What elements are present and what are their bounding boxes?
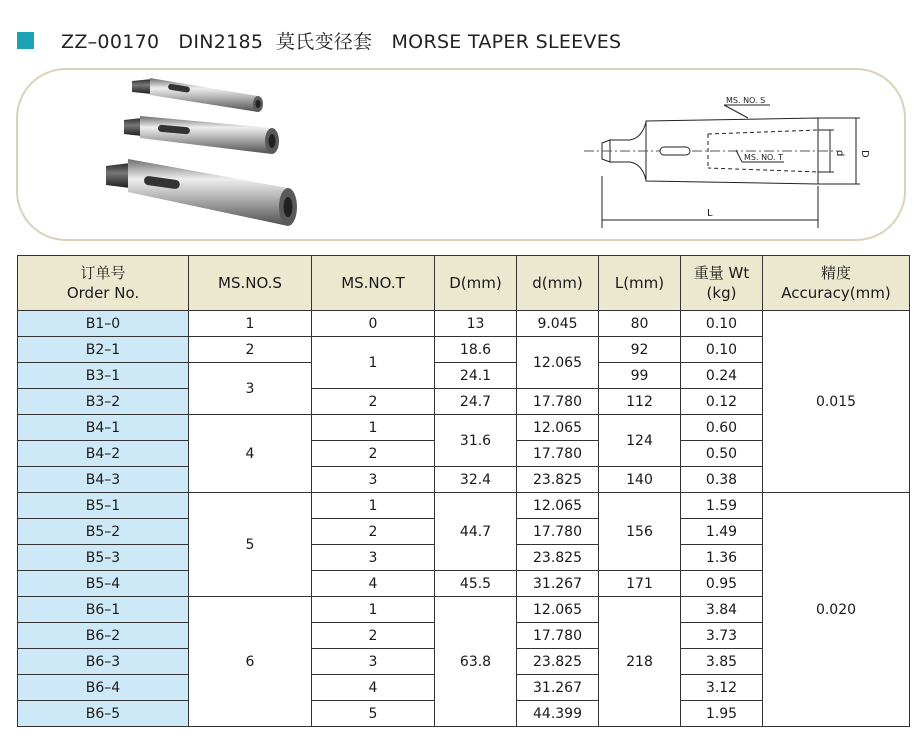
D-cell: 13	[435, 311, 517, 337]
D-cell: 18.6	[435, 337, 517, 363]
technical-drawing	[584, 105, 860, 228]
ms-t-cell: 2	[312, 623, 435, 649]
D-cell: 32.4	[435, 467, 517, 493]
order-no-cell: B4–3	[18, 467, 189, 493]
d-cell: 17.780	[517, 623, 599, 649]
ms-t-label: MS. NO. T	[744, 153, 783, 162]
D-cell: 45.5	[435, 571, 517, 597]
d-cell: 23.825	[517, 545, 599, 571]
weight-cell: 0.95	[681, 571, 763, 597]
table-row	[18, 493, 910, 519]
D-cell: 24.7	[435, 389, 517, 415]
header-d: d(mm)	[517, 256, 599, 311]
L-cell: 99	[599, 363, 681, 389]
sleeve-small-icon	[132, 78, 263, 112]
weight-cell: 3.85	[681, 649, 763, 675]
L-cell: 112	[599, 389, 681, 415]
order-no-cell: B5–4	[18, 571, 189, 597]
weight-cell: 3.12	[681, 675, 763, 701]
ms-t-cell: 2	[312, 519, 435, 545]
weight-cell: 0.12	[681, 389, 763, 415]
order-no-cell: B6–4	[18, 675, 189, 701]
D-cell: 44.7	[435, 493, 517, 571]
ms-s-cell: 4	[189, 415, 312, 493]
header-ms-t: MS.NO.T	[312, 256, 435, 311]
ms-t-cell: 3	[312, 467, 435, 493]
table-header-row	[18, 256, 910, 311]
L-cell: 156	[599, 493, 681, 571]
d-cell: 12.065	[517, 597, 599, 623]
ms-t-cell: 1	[312, 493, 435, 519]
weight-cell: 0.38	[681, 467, 763, 493]
weight-cell: 0.50	[681, 441, 763, 467]
ms-t-cell: 2	[312, 389, 435, 415]
weight-cell: 3.73	[681, 623, 763, 649]
sleeve-medium-icon	[124, 116, 279, 154]
d-cell: 23.825	[517, 649, 599, 675]
header-D: D(mm)	[435, 256, 517, 311]
ms-t-cell: 1	[312, 597, 435, 623]
ms-s-cell: 3	[189, 363, 312, 415]
weight-cell: 1.36	[681, 545, 763, 571]
order-no-cell: B4–2	[18, 441, 189, 467]
order-no-cell: B3–2	[18, 389, 189, 415]
order-no-cell: B5–3	[18, 545, 189, 571]
title-square-icon	[17, 32, 34, 49]
order-no-cell: B1–0	[18, 311, 189, 337]
weight-cell: 0.24	[681, 363, 763, 389]
ms-t-cell: 3	[312, 649, 435, 675]
order-no-cell: B5–2	[18, 519, 189, 545]
d-cell: 31.267	[517, 571, 599, 597]
d-cell: 23.825	[517, 467, 599, 493]
ms-t-cell: 1	[312, 337, 435, 389]
L-cell: 171	[599, 571, 681, 597]
d-cell: 31.267	[517, 675, 599, 701]
weight-cell: 1.59	[681, 493, 763, 519]
order-no-cell: B6–2	[18, 623, 189, 649]
d-cell: 17.780	[517, 519, 599, 545]
order-no-cell: B3–1	[18, 363, 189, 389]
ms-t-cell: 4	[312, 675, 435, 701]
ms-s-label: MS. NO. S	[726, 96, 766, 105]
L-cell: 80	[599, 311, 681, 337]
header-order-no: 订单号 Order No.	[18, 256, 189, 311]
sleeve-large-icon	[106, 159, 297, 226]
header-accuracy: 精度 Accuracy(mm)	[763, 256, 910, 311]
weight-cell: 0.60	[681, 415, 763, 441]
title-bar	[17, 26, 621, 54]
d-cell: 12.065	[517, 415, 599, 441]
weight-cell: 3.84	[681, 597, 763, 623]
product-illustration	[18, 70, 908, 243]
accuracy-cell: 0.020	[763, 493, 910, 727]
L-cell: 140	[599, 467, 681, 493]
L-cell: 92	[599, 337, 681, 363]
table-row	[18, 311, 910, 337]
ms-s-cell: 6	[189, 597, 312, 727]
header-weight: 重量 Wt (kg)	[681, 256, 763, 311]
L-cell: 218	[599, 597, 681, 727]
d-cell: 12.065	[517, 337, 599, 389]
D-cell: 24.1	[435, 363, 517, 389]
ms-t-cell: 3	[312, 545, 435, 571]
accuracy-cell: 0.015	[763, 311, 910, 493]
ms-s-cell: 1	[189, 311, 312, 337]
order-no-cell: B5–1	[18, 493, 189, 519]
ms-t-cell: 5	[312, 701, 435, 727]
order-no-cell: B6–1	[18, 597, 189, 623]
d-cell: 17.780	[517, 441, 599, 467]
product-image-panel	[16, 68, 906, 241]
D-cell: 31.6	[435, 415, 517, 467]
L-cell: 124	[599, 415, 681, 467]
D-cell: 63.8	[435, 597, 517, 727]
order-no-cell: B2–1	[18, 337, 189, 363]
order-no-cell: B6–3	[18, 649, 189, 675]
D-dimension-label: D	[859, 150, 870, 158]
order-no-cell: B6–5	[18, 701, 189, 727]
ms-s-cell: 2	[189, 337, 312, 363]
ms-t-cell: 2	[312, 441, 435, 467]
d-cell: 12.065	[517, 493, 599, 519]
d-cell: 44.399	[517, 701, 599, 727]
L-dimension-label: L	[707, 208, 713, 219]
d-dimension-label: d	[834, 150, 845, 157]
page-title: ZZ–00170 DIN2185 莫氏变径套 MORSE TAPER SLEEVES	[61, 30, 622, 53]
d-cell: 9.045	[517, 311, 599, 337]
order-no-cell: B4–1	[18, 415, 189, 441]
weight-cell: 1.49	[681, 519, 763, 545]
weight-cell: 0.10	[681, 337, 763, 363]
header-ms-s: MS.NO.S	[189, 256, 312, 311]
d-cell: 17.780	[517, 389, 599, 415]
ms-s-cell: 5	[189, 493, 312, 597]
ms-t-cell: 0	[312, 311, 435, 337]
header-L: L(mm)	[599, 256, 681, 311]
weight-cell: 0.10	[681, 311, 763, 337]
ms-t-cell: 1	[312, 415, 435, 441]
spec-table	[17, 255, 910, 727]
weight-cell: 1.95	[681, 701, 763, 727]
ms-t-cell: 4	[312, 571, 435, 597]
